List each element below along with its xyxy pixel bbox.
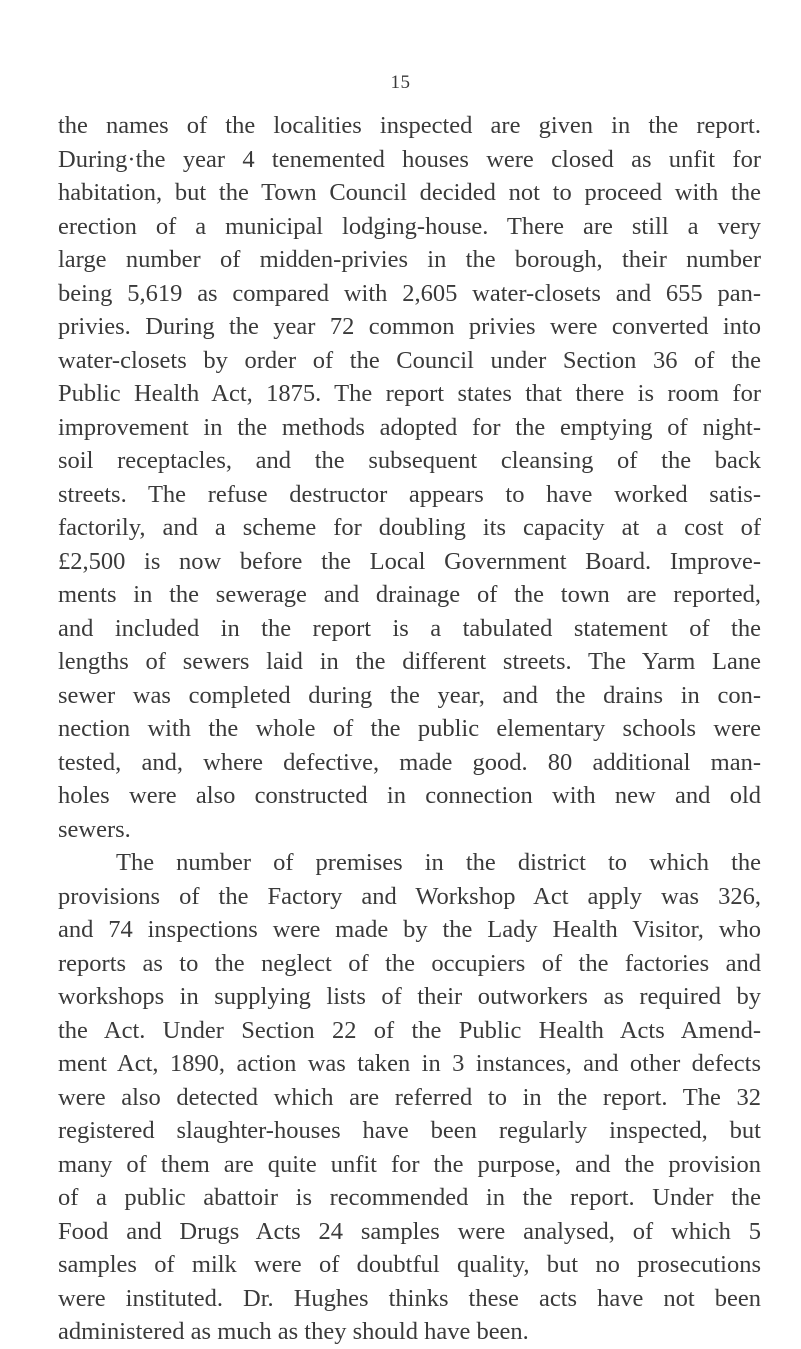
text-line: soil receptacles, and the subsequent cleansing of the back	[58, 447, 761, 474]
text-line: large number of midden-privies in the borough, their number	[58, 246, 761, 273]
text-line: improvement in the methods adopted for the emptying of night-	[58, 413, 761, 441]
text-line: erection of a municipal lodging-house. There are still a very	[58, 212, 761, 240]
text-line: registered slaughter-houses have been regularly inspected, but	[58, 1117, 761, 1144]
text-line: water-closets by order of the Council under Section 36 of the	[58, 346, 761, 374]
text-line: and 74 inspections were made by the Lady Health Visitor, who	[58, 916, 761, 943]
text-line: provisions of the Factory and Workshop Act apply was 326,	[58, 882, 761, 910]
text-line: samples of milk were of doubtful quality, but no prosecutions	[58, 1251, 761, 1278]
text-line: sewer was completed during the year, and the drains in con-	[58, 681, 761, 709]
text-line: tested, and, where defective, made good. 80 additional man-	[58, 748, 761, 776]
text-line: were instituted. Dr. Hughes thinks these acts have not been	[58, 1284, 761, 1312]
paragraph-1	[58, 109, 761, 846]
text-line: the names of the localities inspected are given in the report.	[58, 112, 761, 139]
text-line: the Act. Under Section 22 of the Public Health Acts Amend-	[58, 1016, 761, 1044]
text-line: privies. During the year 72 common privies were converted into	[58, 313, 761, 340]
text-line: lengths of sewers laid in the different streets. The Yarm Lane	[58, 648, 761, 675]
text-line: of a public abattoir is recommended in the report. Under the	[58, 1184, 761, 1211]
text-line: £2,500 is now before the Local Government Board. Improve-	[58, 547, 761, 575]
text-line: were also detected which are referred to in the report. The 32	[58, 1083, 761, 1111]
text-line: ment Act, 1890, action was taken in 3 instances, and other defects	[58, 1050, 761, 1077]
text-line: habitation, but the Town Council decided not to proceed with the	[58, 179, 761, 206]
text-line: holes were also constructed in connection with new and old	[58, 782, 761, 809]
text-line: During·the year 4 tenemented houses were closed as unfit for	[58, 145, 761, 173]
paragraph-2	[58, 846, 761, 1349]
text-line: factorily, and a scheme for doubling its capacity at a cost of	[58, 514, 761, 541]
text-line: Food and Drugs Acts 24 samples were analysed, of which 5	[58, 1217, 761, 1245]
text-line: being 5,619 as compared with 2,605 water-closets and 655 pan-	[58, 279, 761, 307]
text-line: Public Health Act, 1875. The report states that there is room for	[58, 380, 761, 407]
text-line: workshops in supplying lists of their outworkers as required by	[58, 983, 761, 1010]
text-line: nection with the whole of the public elementary schools were	[58, 715, 761, 742]
text-line: reports as to the neglect of the occupiers of the factories and	[58, 949, 761, 977]
text-line: streets. The refuse destructor appears to have worked satis-	[58, 480, 761, 508]
text-line: many of them are quite unfit for the purpose, and the provision	[58, 1150, 761, 1178]
text-line: The number of premises in the district to which the	[116, 849, 761, 876]
text-line: ments in the sewerage and drainage of the town are reported,	[58, 581, 761, 608]
page-number: 15	[390, 72, 411, 93]
body-text	[58, 109, 761, 1349]
text-line: administered as much as they should have been.	[58, 1318, 529, 1345]
text-line: sewers.	[58, 815, 131, 843]
text-line: and included in the report is a tabulated statement of the	[58, 614, 761, 642]
